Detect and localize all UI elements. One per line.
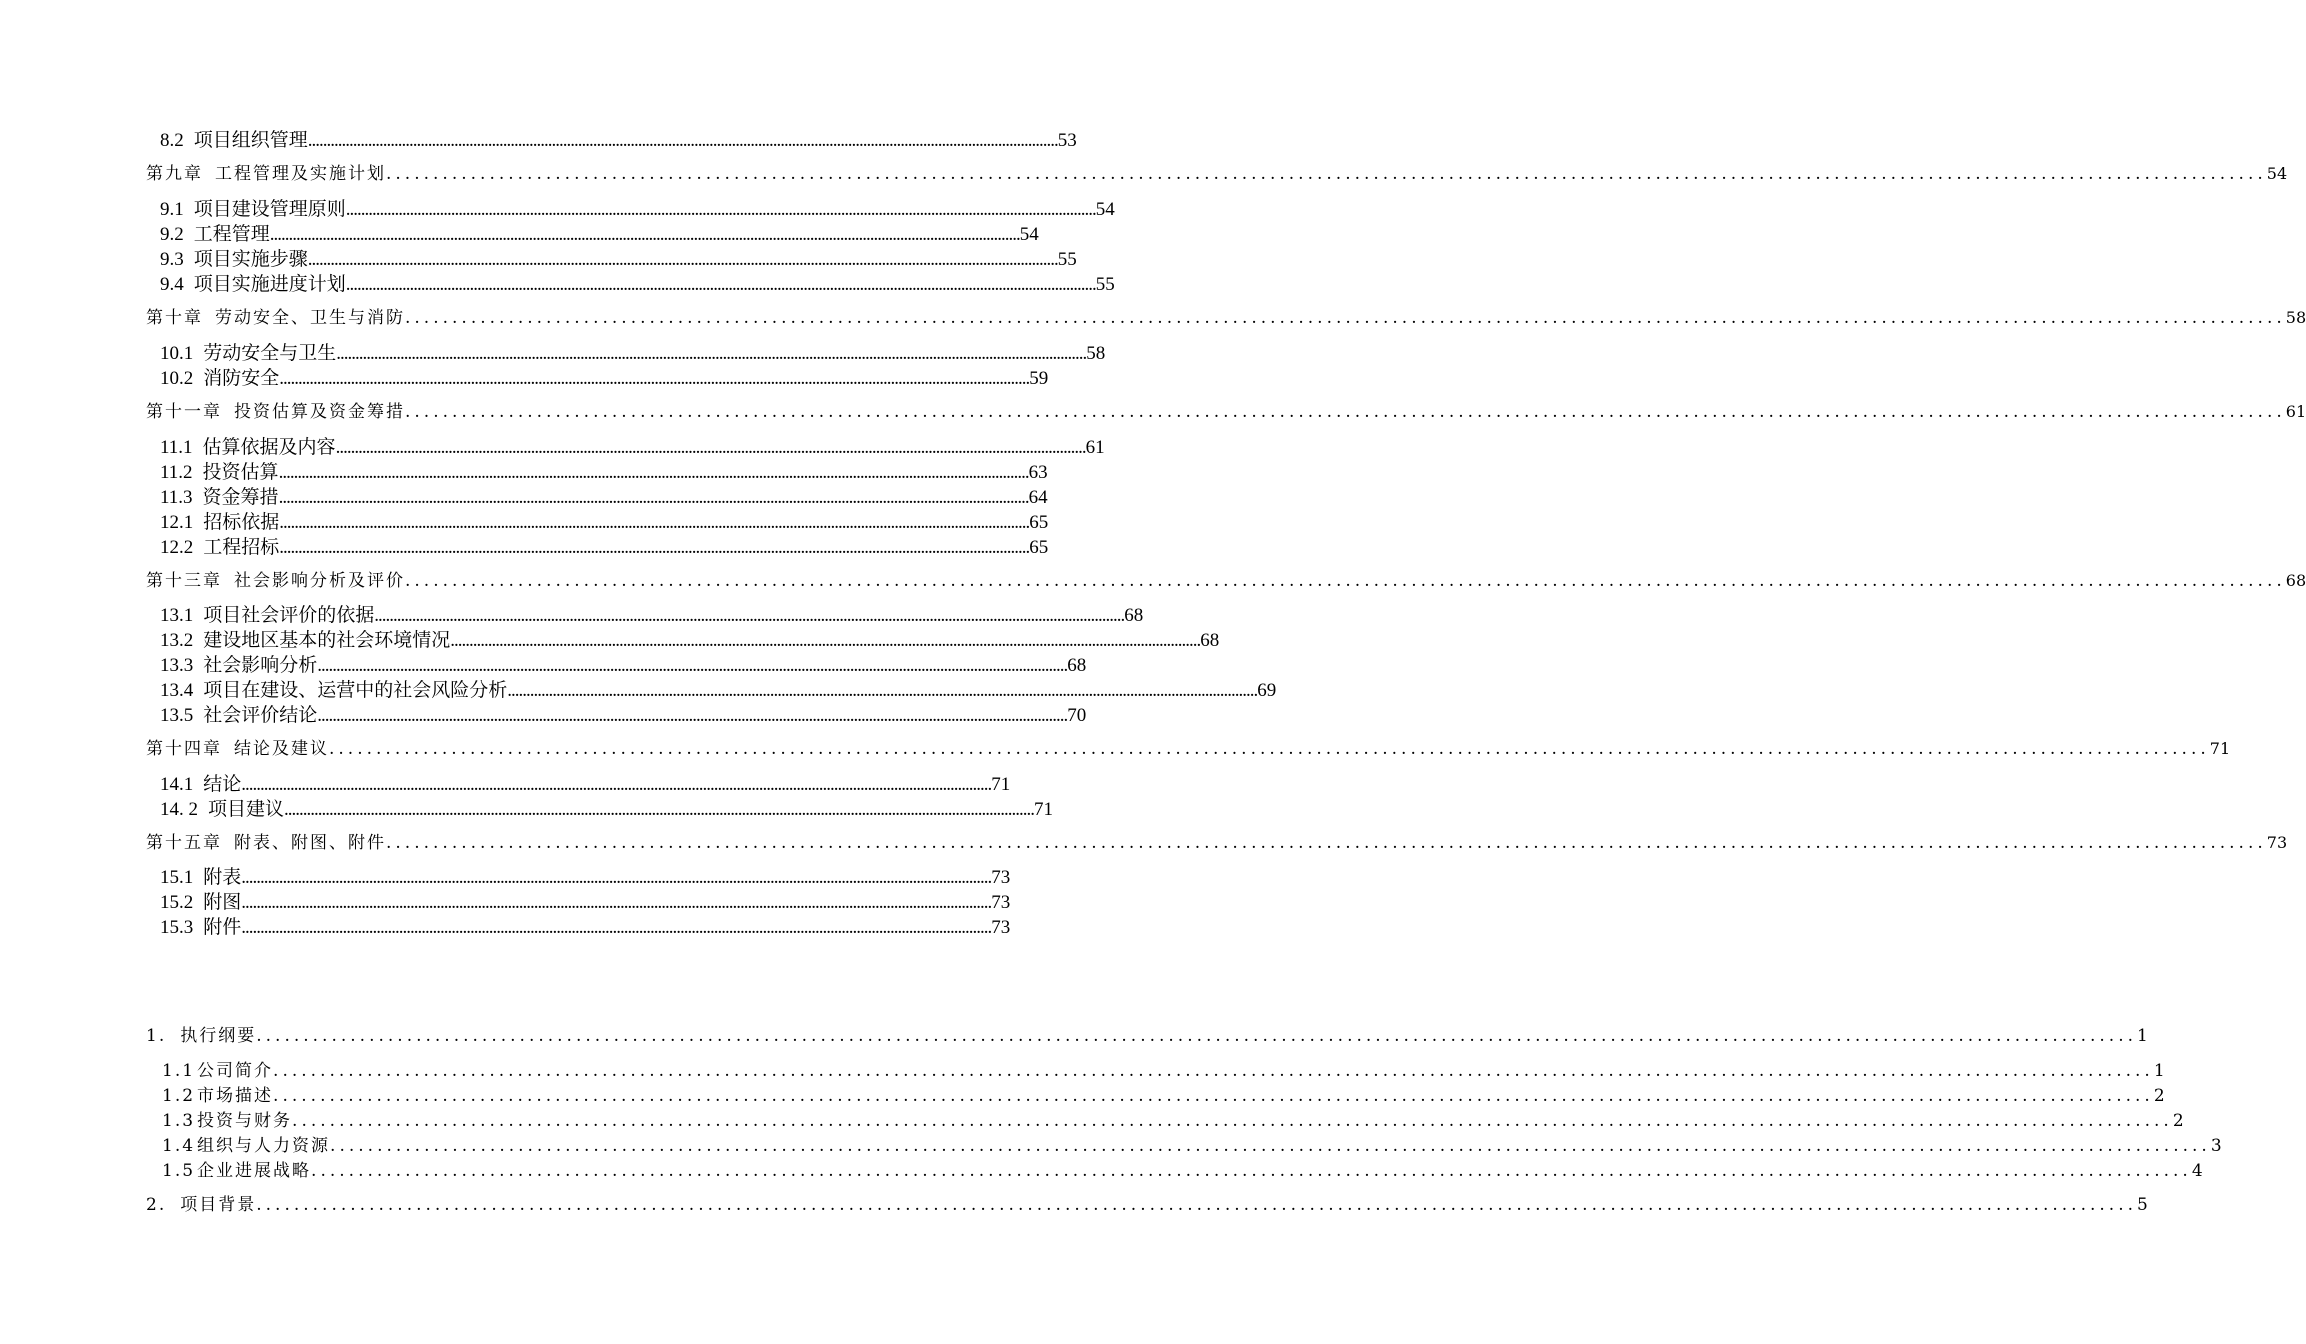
entry-number: 10.1 <box>160 343 194 364</box>
dot-leader: ........................................................................................................................................................................................................ <box>405 571 2286 591</box>
entry-number: 14. 2 <box>160 799 198 820</box>
entry-number: 第十章 <box>146 308 203 328</box>
dot-leader: ........................................................................................................................................................................................................ <box>307 249 1058 270</box>
entry-page-number: 4 <box>2191 1161 2203 1181</box>
entry-number: 9.2 <box>160 224 184 245</box>
dot-leader: ........................................................................................................................................................................................................ <box>386 833 2267 853</box>
entry-page-number: 71 <box>991 774 1011 795</box>
entry-number: 第十四章 <box>146 739 222 759</box>
entry-number: 15.3 <box>160 917 194 938</box>
entry-number: 1.3 <box>162 1111 196 1131</box>
entry-number: 1.5 <box>162 1161 196 1181</box>
dot-leader: ........................................................................................................................................................................................................ <box>273 1086 2154 1106</box>
toc-section-entry[interactable] <box>160 432 1105 459</box>
entry-number: 14.1 <box>160 774 194 795</box>
toc-chapter-entry[interactable] <box>146 734 2231 759</box>
toc-section-entry[interactable] <box>160 363 1049 390</box>
entry-title: 社会评价结论 <box>203 705 318 726</box>
dot-leader: ........................................................................................................................................................................................................ <box>278 487 1029 508</box>
entry-page-number: 73 <box>991 867 1011 888</box>
entry-number: 10.2 <box>160 368 194 389</box>
entry-page-number: 61 <box>1085 437 1105 458</box>
entry-page-number: 58 <box>2285 308 2306 327</box>
entry-page-number: 55 <box>1095 274 1115 295</box>
toc-section-entry[interactable] <box>160 219 1039 246</box>
entry-title: 项目社会评价的依据 <box>203 605 375 626</box>
entry-number: 15.2 <box>160 892 194 913</box>
entry-title: 项目建设管理原则 <box>193 199 346 220</box>
dot-leader: ........................................................................................................................................................................................................ <box>292 1111 2173 1131</box>
entry-number: 9.3 <box>160 249 184 270</box>
dot-leader: ........................................................................................................................................................................................................ <box>345 274 1096 295</box>
entry-number: 第九章 <box>146 164 203 184</box>
entry-page-number: 54 <box>1019 224 1039 245</box>
dot-leader: ........................................................................................................................................................................................................ <box>241 917 992 938</box>
entry-page-number: 2 <box>2172 1111 2184 1131</box>
toc-section-entry[interactable] <box>160 338 1106 365</box>
entry-page-number: 64 <box>1028 487 1048 508</box>
dot-leader: ........................................................................................................................................................................................................ <box>405 308 2286 328</box>
entry-page-number: 63 <box>1028 462 1048 483</box>
entry-title: 执行纲要 <box>180 1026 257 1046</box>
toc-section-entry[interactable] <box>160 887 1011 914</box>
entry-number: 9.1 <box>160 199 184 220</box>
toc-section-entry[interactable] <box>160 700 1087 727</box>
entry-page-number: 1 <box>2153 1061 2165 1081</box>
toc-section-entry[interactable] <box>162 1106 2184 1131</box>
entry-title: 附表、附图、附件 <box>234 833 386 853</box>
entry-number: 1.2 <box>162 1086 196 1106</box>
entry-number: 1. <box>146 1026 167 1046</box>
entry-page-number: 70 <box>1067 705 1087 726</box>
entry-title: 招标依据 <box>203 512 280 533</box>
dot-leader: ........................................................................................................................................................................................................ <box>335 437 1086 458</box>
entry-page-number: 65 <box>1029 512 1049 533</box>
toc-section-entry[interactable] <box>160 625 1220 652</box>
entry-number: 12.2 <box>160 537 194 558</box>
entry-page-number: 61 <box>2285 402 2306 421</box>
entry-title: 资金筹措 <box>202 487 279 508</box>
dot-leader: ........................................................................................................................................................................................................ <box>284 799 1035 820</box>
dot-leader: ........................................................................................................................................................................................................ <box>241 774 992 795</box>
dot-leader: ........................................................................................................................................................................................................ <box>311 1161 2192 1181</box>
entry-page-number: 68 <box>1200 630 1220 651</box>
dot-leader: ........................................................................................................................................................................................................ <box>273 1061 2154 1081</box>
toc-chapter-entry[interactable] <box>146 397 2306 422</box>
entry-page-number: 54 <box>1095 199 1115 220</box>
dot-leader: ........................................................................................................................................................................................................ <box>279 512 1030 533</box>
entry-number: 12.1 <box>160 512 194 533</box>
entry-title: 结论及建议 <box>234 739 329 759</box>
entry-title: 投资估算及资金筹措 <box>234 402 405 422</box>
toc-section-entry[interactable] <box>160 794 1054 821</box>
entry-number: 第十一章 <box>146 402 222 422</box>
entry-page-number: 58 <box>1086 343 1106 364</box>
toc-section-entry[interactable] <box>160 600 1144 627</box>
toc-section-entry[interactable] <box>160 194 1115 221</box>
entry-title: 建设地区基本的社会环境情况 <box>203 630 451 651</box>
entry-title: 项目组织管理 <box>193 130 308 151</box>
toc-section-entry[interactable] <box>160 269 1115 296</box>
entry-number: 11.2 <box>160 462 193 483</box>
entry-page-number: 65 <box>1029 537 1049 558</box>
dot-leader: ........................................................................................................................................................................................................ <box>374 605 1125 626</box>
entry-title: 工程管理 <box>193 224 270 245</box>
dot-leader: ........................................................................................................................................................................................................ <box>241 867 992 888</box>
entry-number: 13.5 <box>160 705 194 726</box>
dot-leader: ........................................................................................................................................................................................................ <box>317 655 1068 676</box>
dot-leader: ........................................................................................................................................................................................................ <box>279 537 1030 558</box>
entry-number: 13.2 <box>160 630 194 651</box>
entry-number: 11.3 <box>160 487 193 508</box>
entry-page-number: 71 <box>1034 799 1054 820</box>
dot-leader: ........................................................................................................................................................................................................ <box>405 402 2286 422</box>
toc-section-entry[interactable] <box>160 675 1277 702</box>
entry-number: 第十五章 <box>146 833 222 853</box>
toc-section-entry[interactable] <box>162 1056 2165 1081</box>
entry-page-number: 68 <box>1067 655 1087 676</box>
entry-title: 工程管理及实施计划 <box>215 164 386 184</box>
dot-leader: ........................................................................................................................................................................................................ <box>269 224 1020 245</box>
entry-title: 附图 <box>203 892 242 913</box>
entry-title: 企业进展战略 <box>197 1161 312 1181</box>
entry-number: 13.4 <box>160 680 194 701</box>
dot-leader: ........................................................................................................................................................................................................ <box>279 368 1030 389</box>
entry-page-number: 55 <box>1057 249 1077 270</box>
dot-leader: ........................................................................................................................................................................................................ <box>450 630 1201 651</box>
entry-title: 公司简介 <box>197 1061 274 1081</box>
entry-title: 社会影响分析 <box>203 655 318 676</box>
entry-number: 15.1 <box>160 867 194 888</box>
dot-leader: ........................................................................................................................................................................................................ <box>256 1026 2137 1046</box>
entry-title: 工程招标 <box>203 537 280 558</box>
entry-title: 投资与财务 <box>197 1111 293 1131</box>
dot-leader: ........................................................................................................................................................................................................ <box>278 462 1029 483</box>
entry-page-number: 73 <box>2266 833 2288 852</box>
toc-section-entry[interactable] <box>160 769 1011 796</box>
entry-title: 项目背景 <box>180 1195 257 1215</box>
entry-page-number: 1 <box>2137 1026 2148 1046</box>
toc-section-entry[interactable] <box>162 1081 2165 1106</box>
entry-title: 结论 <box>203 774 242 795</box>
entry-title: 附表 <box>203 867 242 888</box>
entry-title: 项目在建设、运营中的社会风险分析 <box>203 680 508 701</box>
entry-title: 项目实施进度计划 <box>193 274 346 295</box>
toc-section-entry[interactable] <box>160 650 1087 677</box>
entry-title: 劳动安全、卫生与消防 <box>215 308 405 328</box>
dot-leader: ........................................................................................................................................................................................................ <box>507 680 1258 701</box>
entry-page-number: 3 <box>2210 1136 2222 1156</box>
toc-section-entry[interactable] <box>160 482 1048 509</box>
entry-number: 11.1 <box>160 437 193 458</box>
entry-title: 项目建议 <box>208 799 285 820</box>
toc-section-entry[interactable] <box>160 125 1077 152</box>
entry-title: 劳动安全与卫生 <box>203 343 337 364</box>
entry-page-number: 73 <box>991 917 1011 938</box>
entry-page-number: 69 <box>1257 680 1277 701</box>
toc-chapter-entry[interactable] <box>146 1190 2148 1215</box>
entry-page-number: 68 <box>1124 605 1144 626</box>
entry-page-number: 59 <box>1029 368 1049 389</box>
entry-number: 9.4 <box>160 274 184 295</box>
dot-leader: ........................................................................................................................................................................................................ <box>336 343 1087 364</box>
entry-page-number: 53 <box>1057 130 1077 151</box>
toc-chapter-entry[interactable] <box>146 159 2288 184</box>
entry-number: 1.4 <box>162 1136 196 1156</box>
toc-section-entry[interactable] <box>160 244 1077 271</box>
entry-number: 13.1 <box>160 605 194 626</box>
entry-page-number: 5 <box>2137 1195 2148 1215</box>
toc-section-entry[interactable] <box>160 457 1048 484</box>
dot-leader: ........................................................................................................................................................................................................ <box>317 705 1068 726</box>
entry-title: 消防安全 <box>203 368 280 389</box>
toc-section-entry[interactable] <box>160 912 1011 939</box>
entry-page-number: 68 <box>2285 571 2306 590</box>
toc-chapter-entry[interactable] <box>146 566 2306 591</box>
entry-page-number: 54 <box>2266 164 2288 183</box>
toc-chapter-entry[interactable] <box>146 303 2306 328</box>
toc-chapter-entry[interactable] <box>146 1021 2148 1046</box>
entry-title: 投资估算 <box>202 462 279 483</box>
toc-section-entry[interactable] <box>160 532 1049 559</box>
entry-title: 估算依据及内容 <box>202 437 336 458</box>
dot-leader: ........................................................................................................................................................................................................ <box>330 1136 2211 1156</box>
entry-number: 1.1 <box>162 1061 196 1081</box>
entry-title: 组织与人力资源 <box>197 1136 331 1156</box>
dot-leader: ........................................................................................................................................................................................................ <box>329 739 2210 759</box>
dot-leader: ........................................................................................................................................................................................................ <box>241 892 992 913</box>
toc-chapter-entry[interactable] <box>146 828 2288 853</box>
toc-section-entry[interactable] <box>162 1131 2222 1156</box>
entry-number: 第十三章 <box>146 571 222 591</box>
toc-section-entry[interactable] <box>160 507 1049 534</box>
toc-section-entry[interactable] <box>162 1156 2203 1181</box>
dot-leader: ........................................................................................................................................................................................................ <box>307 130 1058 151</box>
entry-title: 市场描述 <box>197 1086 274 1106</box>
dot-leader: ........................................................................................................................................................................................................ <box>345 199 1096 220</box>
entry-page-number: 2 <box>2153 1086 2165 1106</box>
dot-leader: ........................................................................................................................................................................................................ <box>256 1195 2137 1215</box>
entry-title: 社会影响分析及评价 <box>234 571 405 591</box>
entry-title: 附件 <box>203 917 242 938</box>
entry-number: 8.2 <box>160 130 184 151</box>
entry-page-number: 73 <box>991 892 1011 913</box>
entry-number: 2. <box>146 1195 167 1215</box>
entry-page-number: 71 <box>2209 739 2231 758</box>
entry-title: 项目实施步骤 <box>193 249 308 270</box>
entry-number: 13.3 <box>160 655 194 676</box>
toc-section-entry[interactable] <box>160 862 1011 889</box>
dot-leader: ........................................................................................................................................................................................................ <box>386 164 2267 184</box>
